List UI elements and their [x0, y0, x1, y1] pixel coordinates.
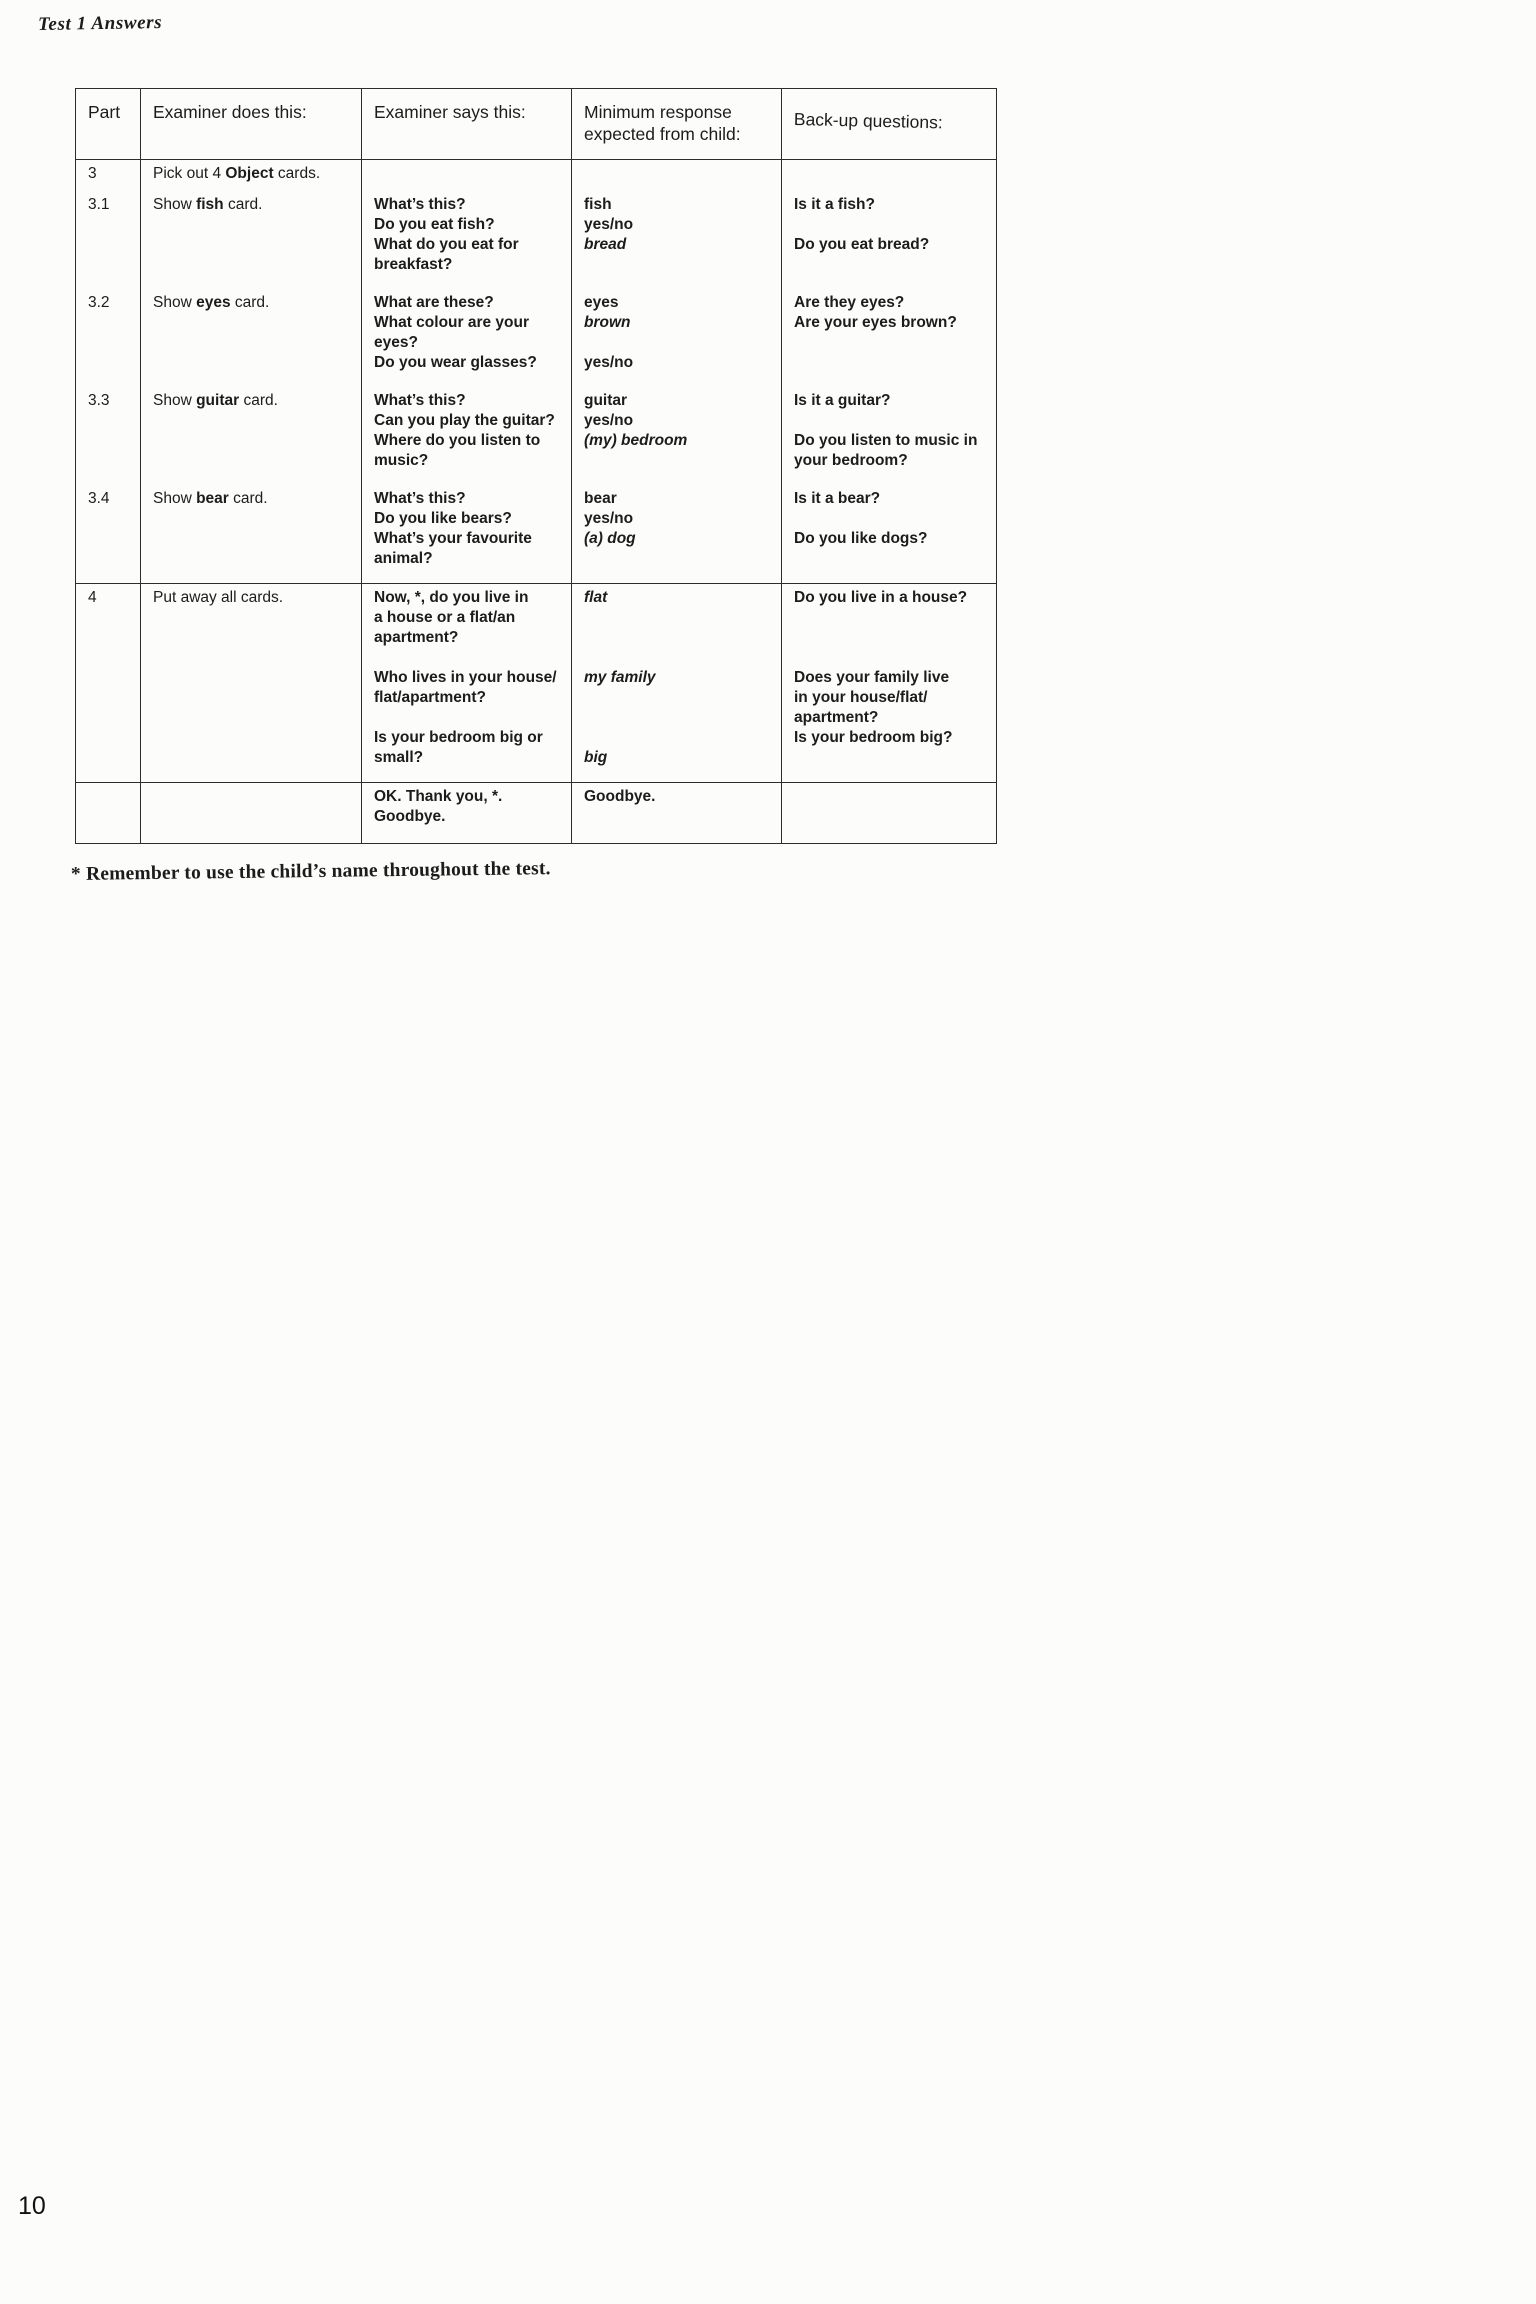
text-segment: in your house/flat/: [794, 689, 928, 706]
text-line: [374, 708, 567, 728]
column-header-line: Examiner does this:: [153, 102, 307, 122]
text-line: [374, 235, 567, 255]
text-line: [584, 748, 777, 768]
text-segment: Do you listen to music in: [794, 432, 978, 449]
text-segment: a house or a flat/an: [374, 609, 516, 626]
text-line: [88, 391, 136, 411]
text-line: [584, 608, 777, 628]
does-cell: [141, 387, 362, 485]
text-segment: Do you live in a house?: [794, 589, 968, 606]
text-segment: apartment?: [374, 629, 459, 646]
text-line: [794, 489, 992, 509]
text-segment: apartment?: [794, 709, 879, 726]
text-line: [374, 787, 567, 807]
text-line: [153, 588, 357, 608]
does-cell: [141, 289, 362, 387]
text-line: [584, 728, 777, 748]
says-cell: [362, 289, 572, 387]
backup-cell: [782, 584, 997, 783]
text-line: [374, 313, 567, 333]
text-line: [794, 708, 992, 728]
text-line: [153, 293, 357, 313]
text-line: [374, 807, 567, 827]
text-segment: What’s your favourite: [374, 530, 532, 547]
text-line: [794, 411, 992, 431]
text-segment: Do you eat bread?: [794, 236, 930, 253]
does-cell: [141, 584, 362, 783]
text-segment: Show: [153, 294, 197, 311]
text-line: [584, 588, 777, 608]
text-line: [584, 668, 777, 688]
text-line: [584, 708, 777, 728]
text-segment: Show: [153, 392, 197, 409]
text-line: [584, 509, 777, 529]
text-segment: card.: [239, 392, 278, 409]
text-line: [584, 648, 777, 668]
text-line: [584, 293, 777, 313]
response-cell: [572, 289, 782, 387]
text-line: [374, 411, 567, 431]
text-segment: (a) dog: [584, 530, 636, 547]
text-segment: Pick out 4: [153, 165, 226, 182]
text-line: [794, 668, 992, 688]
text-line: [794, 235, 992, 255]
says-cell: [362, 584, 572, 783]
part-cell: [76, 783, 141, 844]
text-line: [88, 293, 136, 313]
text-segment: OK. Thank you, *.: [374, 788, 503, 805]
backup-cell: [782, 783, 997, 844]
table-row: [76, 584, 997, 783]
text-segment: Now, *, do you live in: [374, 589, 529, 606]
text-line: [794, 451, 992, 471]
text-segment: flat/apartment?: [374, 689, 486, 706]
part-cell: [76, 160, 141, 192]
text-segment: Are they eyes?: [794, 294, 905, 311]
text-segment: Is it a guitar?: [794, 392, 891, 409]
table-body: [76, 160, 997, 844]
text-line: [153, 489, 357, 509]
part-cell: [76, 289, 141, 387]
text-line: [584, 313, 777, 333]
text-segment: my family: [584, 669, 656, 686]
text-segment: guitar: [196, 392, 240, 409]
does-cell: [141, 485, 362, 584]
text-segment: animal?: [374, 550, 433, 567]
text-line: [374, 588, 567, 608]
text-line: [794, 293, 992, 313]
text-line: [584, 787, 777, 807]
text-line: [88, 195, 136, 215]
table-row: [76, 387, 997, 485]
text-segment: flat: [584, 589, 608, 606]
text-segment: Is it a fish?: [794, 196, 875, 213]
text-segment: What colour are your: [374, 314, 530, 331]
response-cell: [572, 387, 782, 485]
page-content: [70, 88, 996, 886]
table-row: [76, 191, 997, 289]
part-cell: [76, 387, 141, 485]
says-cell: [362, 387, 572, 485]
footnote: * Remember to use the child’s name throughout the test.: [70, 858, 551, 885]
text-line: [794, 215, 992, 235]
text-line: [794, 431, 992, 451]
text-segment: Is your bedroom big or: [374, 729, 543, 746]
text-line: [374, 628, 567, 648]
says-cell: [362, 783, 572, 844]
page-number: 10: [18, 2192, 46, 2220]
text-segment: your bedroom?: [794, 452, 908, 469]
backup-cell: [782, 160, 997, 192]
text-line: [374, 215, 567, 235]
text-segment: eyes?: [374, 334, 418, 351]
text-line: [584, 489, 777, 509]
text-segment: 3: [88, 165, 97, 182]
text-line: [794, 509, 992, 529]
text-segment: Can you play the guitar?: [374, 412, 555, 429]
text-segment: (my) bedroom: [584, 432, 688, 449]
text-segment: Do you like bears?: [374, 510, 512, 527]
response-cell: [572, 783, 782, 844]
text-line: [374, 431, 567, 451]
response-cell: [572, 160, 782, 192]
text-line: [794, 728, 992, 748]
backup-cell: [782, 485, 997, 584]
text-line: [794, 195, 992, 215]
text-segment: yes/no: [584, 510, 634, 527]
text-segment: small?: [374, 749, 424, 766]
text-segment: Who lives in your house/: [374, 669, 557, 686]
text-line: [374, 549, 567, 569]
text-segment: Do you like dogs?: [794, 530, 928, 547]
text-line: [794, 529, 992, 549]
backup-cell: [782, 387, 997, 485]
text-line: [584, 195, 777, 215]
text-segment: What’s this?: [374, 392, 466, 409]
text-segment: 3.4: [88, 490, 110, 507]
text-segment: Do you eat fish?: [374, 216, 495, 233]
text-segment: guitar: [584, 392, 628, 409]
text-line: [584, 411, 777, 431]
table-row: [76, 160, 997, 192]
does-cell: [141, 783, 362, 844]
running-header: Test 1 Answers: [37, 12, 163, 35]
does-cell: [141, 160, 362, 192]
text-segment: Is it a bear?: [794, 490, 881, 507]
column-header-line: Examiner says this:: [374, 102, 526, 122]
text-line: [374, 293, 567, 313]
text-line: [374, 255, 567, 275]
response-cell: [572, 191, 782, 289]
response-cell: [572, 485, 782, 584]
text-segment: Does your family live: [794, 669, 950, 686]
column-header-line: Back-up questions:: [793, 109, 943, 133]
text-segment: What are these?: [374, 294, 494, 311]
text-line: [88, 489, 136, 509]
text-segment: Where do you listen to: [374, 432, 541, 449]
text-line: [794, 391, 992, 411]
text-line: [794, 628, 992, 648]
text-segment: Is your bedroom big?: [794, 729, 953, 746]
table-row: [76, 289, 997, 387]
text-segment: Show: [153, 196, 197, 213]
table-row: [76, 485, 997, 584]
column-header-line: expected from child:: [584, 124, 741, 144]
text-segment: 3.2: [88, 294, 110, 311]
text-segment: yes/no: [584, 216, 634, 233]
text-line: [584, 353, 777, 373]
text-segment: 3.1: [88, 196, 110, 213]
column-header: [782, 89, 997, 160]
text-segment: Goodbye.: [584, 788, 656, 805]
text-segment: bear: [196, 490, 229, 507]
text-line: [374, 391, 567, 411]
response-cell: [572, 584, 782, 783]
text-segment: bread: [584, 236, 627, 253]
text-segment: yes/no: [584, 412, 634, 429]
says-cell: [362, 160, 572, 192]
column-header: [362, 89, 572, 160]
text-line: [794, 688, 992, 708]
text-segment: bear: [584, 490, 617, 507]
text-line: [374, 195, 567, 215]
text-segment: Show: [153, 490, 197, 507]
text-line: [374, 668, 567, 688]
text-segment: card.: [223, 196, 263, 213]
text-segment: big: [584, 749, 608, 766]
text-line: [374, 748, 567, 768]
text-segment: Object: [225, 165, 274, 182]
text-line: [374, 333, 567, 353]
answers-table: [75, 88, 997, 844]
text-line: [794, 608, 992, 628]
column-header: [76, 89, 141, 160]
column-header-line: Part: [88, 102, 121, 122]
text-segment: Do you wear glasses?: [374, 354, 537, 371]
text-segment: music?: [374, 452, 429, 469]
text-segment: 3.3: [88, 392, 110, 409]
text-segment: fish: [584, 196, 612, 213]
text-segment: yes/no: [584, 354, 634, 371]
part-cell: [76, 485, 141, 584]
text-line: [88, 164, 136, 184]
text-segment: Are your eyes brown?: [794, 314, 957, 331]
text-line: [153, 164, 357, 184]
text-line: [153, 195, 357, 215]
text-line: [374, 529, 567, 549]
table-header-row: [76, 89, 997, 160]
text-line: [374, 728, 567, 748]
text-line: [794, 313, 992, 333]
text-segment: 4: [88, 589, 97, 606]
text-segment: Put away all cards.: [153, 589, 284, 606]
text-line: [584, 391, 777, 411]
column-header: [141, 89, 362, 160]
text-line: [584, 215, 777, 235]
says-cell: [362, 485, 572, 584]
text-segment: card.: [228, 490, 268, 507]
text-segment: fish: [196, 196, 224, 213]
text-line: [794, 648, 992, 668]
text-line: [374, 608, 567, 628]
part-cell: [76, 191, 141, 289]
part-cell: [76, 584, 141, 783]
text-line: [374, 353, 567, 373]
text-line: [584, 529, 777, 549]
text-segment: eyes: [196, 294, 231, 311]
text-line: [584, 431, 777, 451]
text-line: [88, 588, 136, 608]
text-line: [153, 391, 357, 411]
table-row: [76, 783, 997, 844]
text-line: [374, 451, 567, 471]
text-segment: What’s this?: [374, 196, 466, 213]
does-cell: [141, 191, 362, 289]
backup-cell: [782, 289, 997, 387]
backup-cell: [782, 191, 997, 289]
text-segment: cards.: [273, 165, 321, 182]
text-segment: breakfast?: [374, 256, 453, 273]
text-line: [374, 688, 567, 708]
text-line: [584, 333, 777, 353]
column-header: [572, 89, 782, 160]
text-segment: What do you eat for: [374, 236, 519, 253]
text-line: [794, 588, 992, 608]
text-segment: card.: [230, 294, 270, 311]
text-segment: brown: [584, 314, 631, 331]
text-line: [374, 489, 567, 509]
text-segment: Goodbye.: [374, 808, 446, 825]
text-line: [584, 688, 777, 708]
says-cell: [362, 191, 572, 289]
text-segment: eyes: [584, 294, 619, 311]
column-header-line: Minimum response: [584, 102, 732, 122]
text-line: [374, 509, 567, 529]
text-line: [374, 648, 567, 668]
text-line: [584, 235, 777, 255]
text-line: [584, 628, 777, 648]
text-segment: What’s this?: [374, 490, 466, 507]
